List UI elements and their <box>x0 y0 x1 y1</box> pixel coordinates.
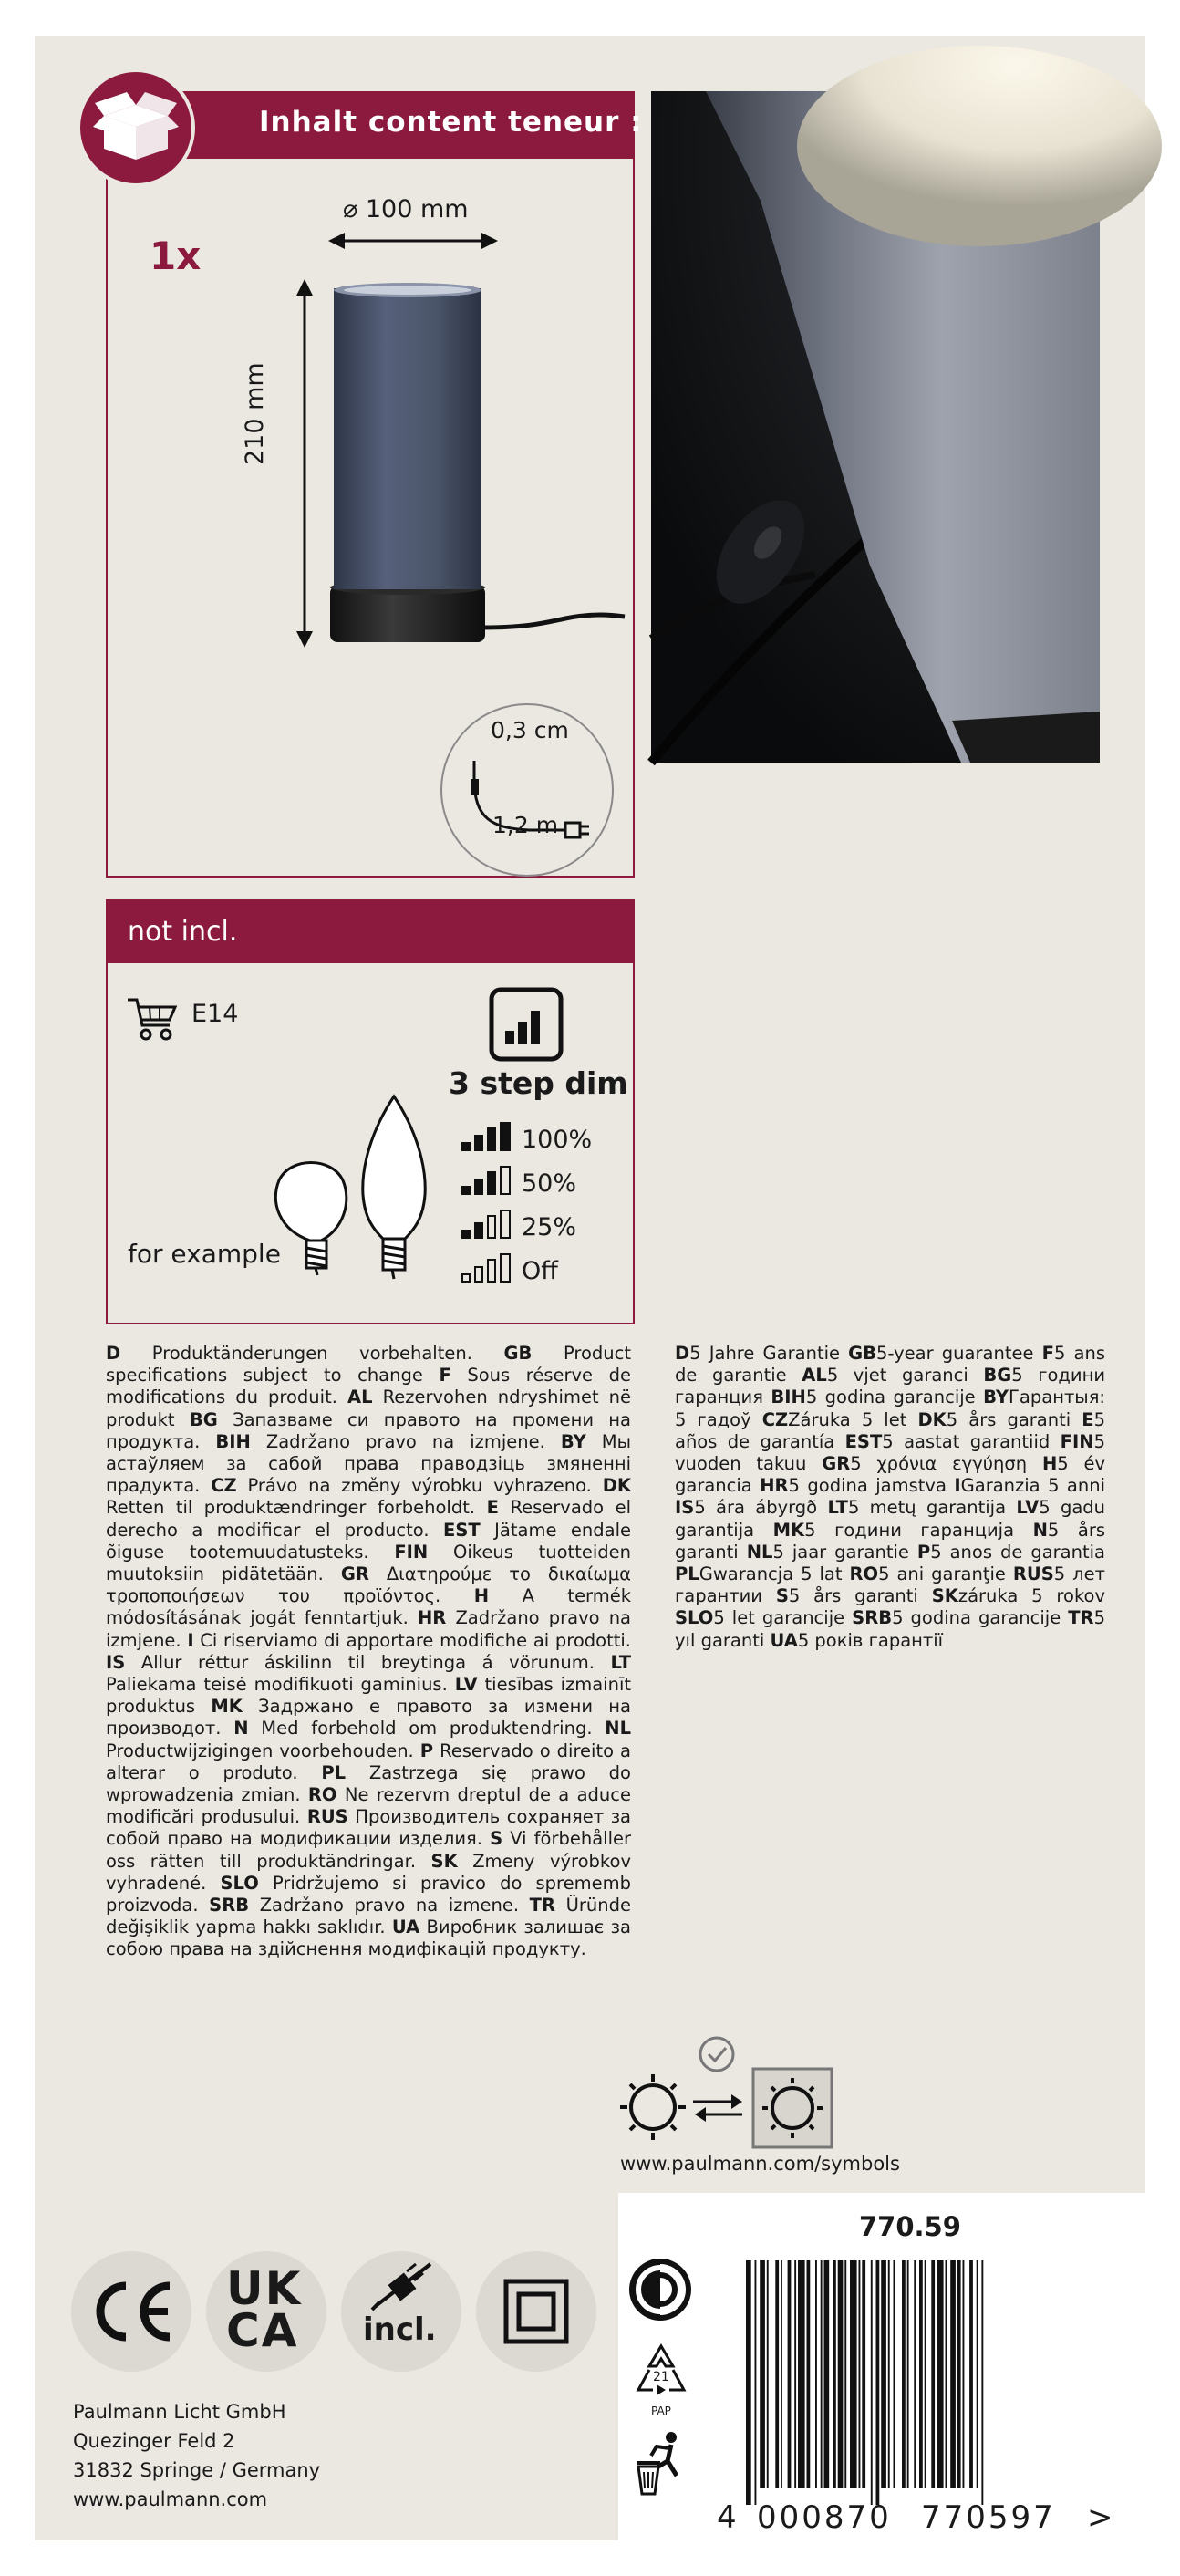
language-code: NL <box>605 1718 632 1740</box>
legal-text: 5 anos de garantia <box>930 1541 1106 1563</box>
language-code: CZ <box>761 1408 789 1430</box>
language-code: RO <box>849 1563 879 1585</box>
barcode-bar <box>760 2260 765 2488</box>
green-dot-icon <box>627 2257 693 2322</box>
legal-text: 5 години гаранция <box>675 1365 1106 1408</box>
legal-text: 5 godina garancije <box>892 1607 1061 1629</box>
legal-text: Produktänderungen vorbehalten. <box>151 1343 472 1364</box>
legal-text: Διατηρούμε το δικαίωμα τροποποιήσεων του προϊόντος. <box>106 1563 631 1607</box>
legal-text: Med forbehold om produktendring. <box>261 1718 593 1740</box>
product-change-notice <box>106 1343 631 1961</box>
language-code: EST <box>844 1430 883 1452</box>
language-code: F <box>1041 1343 1054 1364</box>
legal-text: 5 jaar garantie <box>772 1541 909 1563</box>
barcode-bar <box>981 2260 983 2505</box>
dim-level-100-icon <box>461 1122 512 1151</box>
language-code: LT <box>610 1651 632 1673</box>
language-code: N <box>1032 1519 1048 1541</box>
legal-text: 5 χρόνια εγγύηση <box>850 1453 1028 1475</box>
language-code: MK <box>772 1519 805 1541</box>
barcode-bar <box>937 2260 944 2488</box>
dimmer-icon <box>489 987 564 1062</box>
barcode <box>746 2260 1102 2505</box>
language-code: D <box>106 1343 121 1364</box>
language-code: BIH <box>215 1430 251 1452</box>
language-code: UA <box>391 1916 420 1938</box>
quantity-label: 1x <box>150 234 202 278</box>
language-code: SRB <box>209 1895 250 1916</box>
article-number: 770.59 <box>859 2211 961 2242</box>
company-street: Quezinger Feld 2 <box>73 2430 235 2452</box>
ukca-line1: UK <box>226 2262 303 2315</box>
symbols-url[interactable]: www.paulmann.com/symbols <box>620 2153 900 2175</box>
diameter-arrow <box>328 230 498 252</box>
legal-text: Zastrzega się prawo do wprowadzenia zmian. <box>106 1761 631 1806</box>
barcode-bar <box>876 2260 880 2505</box>
legal-text: Zadržano pravo na izmjene. <box>106 1607 631 1651</box>
barcode-bar <box>781 2260 782 2488</box>
language-code: PL <box>321 1761 347 1783</box>
language-code: MK <box>211 1696 243 1718</box>
dim-level-25-icon <box>461 1210 512 1239</box>
language-code: SRB <box>852 1607 893 1629</box>
language-code: H <box>473 1585 490 1607</box>
language-code: S <box>775 1585 789 1607</box>
language-code: EST <box>443 1519 481 1541</box>
barcode-bar <box>833 2260 836 2488</box>
barcode-bar <box>946 2260 947 2488</box>
language-code: IS <box>675 1497 695 1519</box>
height-label: 210 mm <box>241 362 269 465</box>
dim-level-off-icon <box>461 1253 512 1283</box>
legal-text: Allur réttur áskilinn til breytinga á vörunum. <box>140 1651 595 1673</box>
language-code: FIN <box>394 1541 429 1563</box>
legal-text: Záruka 5 let <box>788 1408 907 1430</box>
legal-text: 5 let garancije <box>713 1607 845 1629</box>
legal-text: Гарантыя: 5 гадоў <box>675 1387 1106 1430</box>
language-code: BG <box>189 1408 218 1430</box>
legal-text: Pridržujemo si pravico do sprememb proizvoda. <box>106 1872 632 1916</box>
language-code: I <box>187 1629 194 1651</box>
legal-text: 5 vjet garanci <box>826 1365 968 1387</box>
barcode-bar <box>957 2260 961 2488</box>
plug-included-label: incl. <box>363 2311 437 2348</box>
legal-text: Ci riserviamo di apportare modifiche ai prodotti. <box>200 1629 632 1651</box>
bulb-icons <box>270 1093 452 1292</box>
legal-text: Product specifications subject to change <box>106 1343 632 1387</box>
language-code: P <box>916 1541 931 1563</box>
barcode-bar <box>755 2260 757 2505</box>
barcode-arrow: > <box>1087 2499 1116 2536</box>
content-header: Inhalt content teneur : <box>259 106 643 139</box>
dim-level-100: 100% <box>522 1126 593 1154</box>
language-code: D <box>675 1343 690 1364</box>
legal-text: Üründe değişiklik yapma hakkı saklıdır. <box>106 1895 631 1938</box>
barcode-bar <box>907 2260 909 2488</box>
legal-text: Reservado el derecho a modificar el producto. <box>106 1497 631 1541</box>
recycling-label: PAP <box>651 2405 671 2417</box>
barcode-bar <box>902 2260 906 2488</box>
barcode-bar <box>888 2260 890 2488</box>
language-code: RO <box>307 1784 337 1806</box>
legal-text: 5 yıl garanti <box>675 1607 1105 1651</box>
barcode-bar <box>859 2260 861 2488</box>
legal-text: Мы астаўляем за сабой права праводзіць змяненні прадукта. <box>106 1430 631 1497</box>
barcode-bar <box>977 2260 978 2488</box>
legal-text: A termék módosításának jogát fenntartjuk. <box>106 1585 632 1629</box>
language-code: SK <box>931 1585 958 1607</box>
legal-text: Oikeus tuotteiden muutoksiin pidätetään. <box>106 1541 631 1585</box>
language-code: CZ <box>211 1475 237 1497</box>
dim-level-off: Off <box>522 1257 558 1285</box>
legal-text: 5 metų garantija <box>847 1497 1007 1519</box>
legal-text: Právo na změny výrobku vyhrazeno. <box>247 1475 592 1497</box>
legal-text: Garanzia 5 anni <box>960 1475 1106 1497</box>
legal-text: 5 godina garancije <box>805 1387 976 1408</box>
legal-text: 5 ani garanţie <box>878 1563 1006 1585</box>
legal-text: 5 års garanti <box>675 1519 1106 1563</box>
legal-text: Retten til produktændringer forbeholdt. <box>106 1497 476 1519</box>
height-arrow <box>294 279 316 648</box>
barcode-bar <box>798 2260 805 2488</box>
language-code: HR <box>760 1475 789 1497</box>
legal-text: záruka 5 rokov <box>957 1585 1106 1607</box>
language-code: P <box>419 1740 434 1761</box>
legal-text: Paliekama teisė modifikuoti gaminius. <box>106 1674 448 1696</box>
double-insulation-icon <box>503 2279 569 2344</box>
language-code: TR <box>1068 1607 1094 1629</box>
legal-text: Reservado o direito a alterar o produto. <box>106 1740 632 1783</box>
ce-icon <box>86 2280 177 2342</box>
dim-level-50-icon <box>461 1166 512 1195</box>
barcode-bar <box>746 2260 751 2505</box>
shopping-cart-icon <box>126 994 179 1042</box>
legal-text: 5 godina jamstva <box>788 1475 947 1497</box>
legal-text: Zmeny výrobkov vyhradené. <box>106 1850 631 1894</box>
lamp-photo <box>651 91 1100 763</box>
barcode-bar <box>950 2260 956 2488</box>
language-code: LV <box>1016 1497 1040 1519</box>
language-code: SK <box>430 1850 458 1872</box>
cable-length-label: 1,2 m <box>492 812 559 838</box>
language-code: BY <box>560 1430 586 1452</box>
legal-text: Vi förbehåller oss rätten till produktändringar. <box>106 1828 632 1872</box>
company-city: 31832 Springe / Germany <box>73 2459 321 2481</box>
legal-text: 5 años de garantía <box>675 1408 1105 1452</box>
barcode-first-digit: 4 <box>717 2499 740 2536</box>
language-code: NL <box>746 1541 773 1563</box>
legal-text: 5 års garanti <box>788 1585 918 1607</box>
barcode-bar <box>767 2260 769 2488</box>
legal-text: Gwarancja 5 lat <box>699 1563 843 1585</box>
legal-text: Запазваме си правото на промени на продукта. <box>106 1408 632 1452</box>
legal-text: Ne rezervm dreptul de a aduce modificări produsului. <box>106 1784 631 1828</box>
language-code: E <box>486 1497 499 1519</box>
language-code: BY <box>983 1387 1009 1408</box>
plug-icon <box>370 2259 436 2313</box>
language-code: AL <box>347 1387 373 1408</box>
language-code: BIH <box>771 1387 806 1408</box>
language-code: GR <box>340 1563 369 1585</box>
not-included-header: not incl. <box>128 916 238 948</box>
legal-text: 5 aastat garantiid <box>882 1430 1051 1452</box>
guarantee-notice <box>675 1343 1105 1652</box>
language-code: E <box>1082 1408 1094 1430</box>
example-label: for example <box>128 1239 281 1269</box>
barcode-bar <box>788 2260 792 2488</box>
company-web[interactable]: www.paulmann.com <box>73 2488 268 2510</box>
legal-text: 5 Jahre Garantie <box>689 1343 840 1364</box>
barcode-bar <box>821 2260 823 2488</box>
barcode-bar <box>925 2260 926 2488</box>
legal-text: Jätame endale õiguse tootemuudatusteks. <box>106 1519 632 1563</box>
language-code: GB <box>503 1343 533 1364</box>
barcode-bar <box>881 2260 886 2488</box>
diameter-label: ⌀ 100 mm <box>343 195 469 223</box>
legal-text: 5 років гарантії <box>797 1629 944 1651</box>
language-code: LT <box>827 1497 848 1519</box>
language-code: HR <box>417 1607 447 1629</box>
language-code: SLO <box>675 1607 714 1629</box>
language-code: DK <box>602 1475 632 1497</box>
barcode-bar <box>969 2260 973 2488</box>
barcode-bar <box>794 2260 796 2488</box>
barcode-bar <box>862 2260 865 2488</box>
company-address <box>73 2397 320 2514</box>
legal-text: 5 év garancia <box>675 1453 1106 1497</box>
barcode-bar <box>931 2260 935 2488</box>
legal-text: 5-year guarantee <box>876 1343 1034 1364</box>
language-code: SLO <box>220 1872 259 1894</box>
legal-text: 5 ans de garantie <box>675 1343 1105 1387</box>
language-code: RUS <box>1012 1563 1054 1585</box>
legal-text: 5 års garanti <box>946 1408 1071 1430</box>
language-code: S <box>490 1828 503 1850</box>
language-code: IS <box>106 1651 126 1673</box>
language-code: TR <box>529 1895 555 1916</box>
dim-title: 3 step dim <box>449 1065 628 1101</box>
legal-text: 5 години гаранција <box>804 1519 1015 1541</box>
barcode-bar <box>894 2260 895 2488</box>
language-code: PL <box>675 1563 699 1585</box>
legal-text: Productwijzigingen voorbehouden. <box>106 1740 414 1761</box>
legal-text: Sous réserve de modifications du produit. <box>106 1365 631 1408</box>
company-name: Paulmann Licht GmbH <box>73 2401 286 2423</box>
language-code: LV <box>454 1674 478 1696</box>
language-code: GB <box>848 1343 877 1364</box>
legal-text: Задржано е правото за измени на производот. <box>106 1696 632 1740</box>
barcode-bar <box>850 2260 857 2488</box>
socket-type: E14 <box>191 1000 239 1028</box>
barcode-bar <box>914 2260 916 2488</box>
barcode-bar <box>838 2260 844 2488</box>
language-code: FIN <box>1060 1430 1094 1452</box>
dim-level-50: 50% <box>522 1169 577 1198</box>
legal-text: 5 ára ábyrgð <box>694 1497 818 1519</box>
legal-text: 5 vuoden takuu <box>675 1430 1105 1475</box>
language-code: H <box>1041 1453 1058 1475</box>
language-code: N <box>233 1718 249 1740</box>
dim-level-25: 25% <box>522 1213 577 1241</box>
ukca-line2: CA <box>226 2304 299 2357</box>
language-code: UA <box>770 1629 798 1651</box>
barcode-bar <box>871 2260 873 2505</box>
legal-text: 5 gadu garantija <box>675 1497 1106 1541</box>
legal-text: Rezervohen ndryshimet në produkt <box>106 1387 632 1430</box>
language-code: F <box>439 1365 451 1387</box>
language-code: GR <box>822 1453 851 1475</box>
barcode-bar <box>807 2260 811 2488</box>
sun-exchange-icon <box>620 2036 835 2149</box>
language-code: RUS <box>306 1806 348 1828</box>
legal-text: Zadržano pravo na izmene. <box>259 1895 520 1916</box>
barcode-right-digits: 770597 <box>921 2499 1056 2536</box>
legal-text: tiesības izmainīt produktus <box>106 1674 632 1718</box>
barcode-bar <box>775 2260 779 2488</box>
recycling-code: 21 <box>653 2370 669 2384</box>
language-code: I <box>954 1475 961 1497</box>
package-box-icon <box>77 68 195 187</box>
legal-text: 5 лет гарантии <box>675 1563 1105 1607</box>
language-code: BG <box>983 1365 1012 1387</box>
waste-bin-icon <box>631 2430 691 2496</box>
barcode-bar <box>815 2260 817 2488</box>
legal-text: Производитель сохраняет за собой право на модификации изделия. <box>106 1806 632 1850</box>
barcode-bar <box>844 2260 846 2488</box>
cable-height-label: 0,3 cm <box>491 717 569 743</box>
legal-text: Виробник залишає за собою права на здійснення модифікацій продукту. <box>106 1916 631 1960</box>
barcode-bar <box>919 2260 923 2488</box>
barcode-bar <box>963 2260 965 2488</box>
lamp-drawing <box>319 283 629 657</box>
legal-text: Zadržano pravo na izmjene. <box>265 1430 545 1452</box>
barcode-bar <box>824 2260 830 2488</box>
barcode-left-digits: 000870 <box>757 2499 892 2536</box>
language-code: AL <box>802 1365 827 1387</box>
language-code: DK <box>917 1408 947 1430</box>
